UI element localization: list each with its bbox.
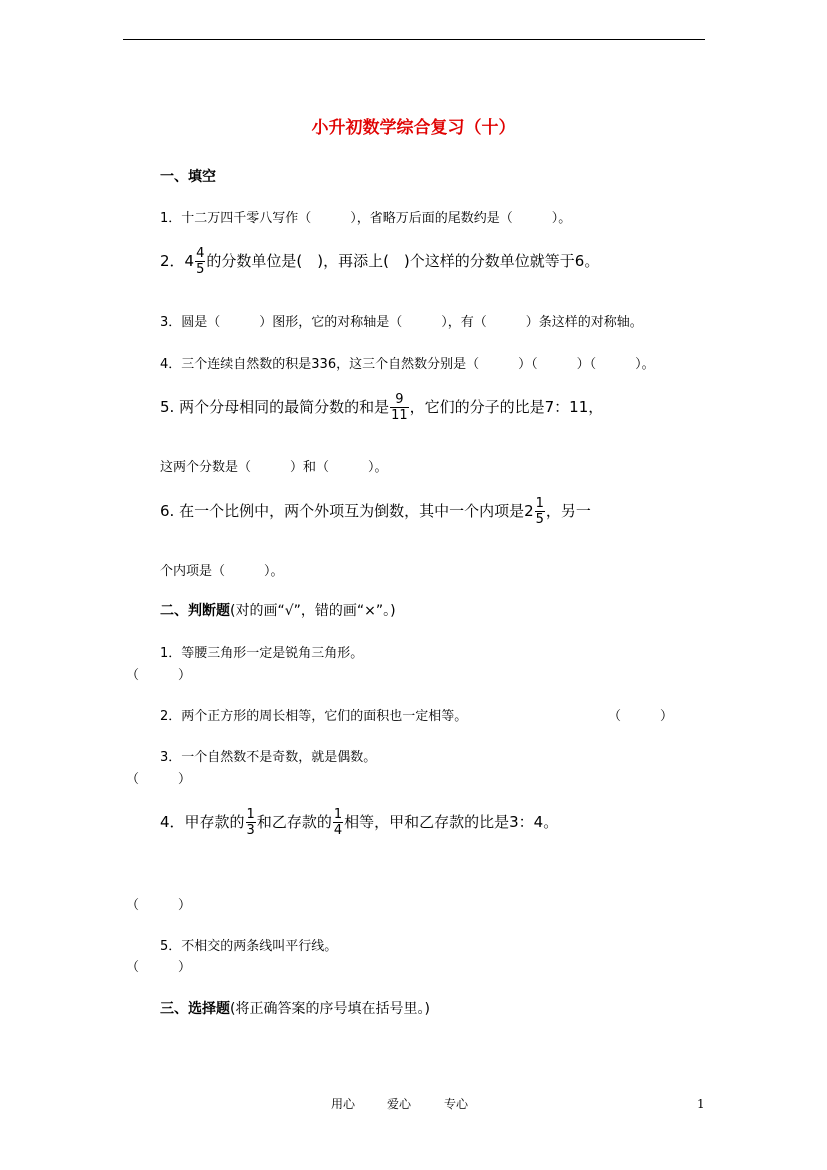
answer-paren[interactable]: （ ）: [126, 960, 192, 975]
question-1-2: [160, 247, 599, 276]
question-1-1: 1．十二万四千零八写作（ ），省略万后面的尾数约是（ ）。: [160, 211, 572, 226]
fraction: [333, 808, 343, 837]
fraction-denominator: 11: [391, 408, 408, 423]
question-2-1: 1．等腰三角形一定是锐角三角形。: [160, 646, 364, 661]
question-2-2: 2．两个正方形的周长相等，它们的面积也一定相等。: [160, 709, 468, 724]
mixed-whole: 2: [524, 502, 534, 520]
fraction: [390, 393, 409, 422]
mixed-whole: 4: [184, 252, 195, 270]
answer-paren[interactable]: （ ）: [608, 709, 674, 724]
page-number: 1: [697, 1097, 705, 1111]
question-text: ，另一: [545, 502, 591, 520]
question-text: 6. 在一个比例中，两个外项互为倒数，其中一个内项是: [160, 502, 525, 520]
section-1-heading: 一、填空: [160, 169, 216, 185]
question-text: ，它们的分子的比是7：11，: [409, 398, 604, 416]
fraction-numerator: 1: [535, 496, 544, 511]
question-1-5-line2: 这两个分数是（ ）和（ ）。: [160, 460, 388, 475]
question-number: 2．: [160, 252, 185, 270]
question-text: 4．甲存款的: [160, 813, 245, 831]
fraction-numerator: 1: [246, 807, 255, 822]
header-rule: [123, 39, 705, 40]
footer-item: 爱心: [387, 1097, 412, 1111]
section-2-note: (对的画“√”，错的画“×”。): [230, 603, 396, 619]
fraction-denominator: 5: [196, 262, 205, 277]
question-2-4: [160, 808, 558, 837]
section-3-note: (将正确答案的序号填在括号里。): [230, 1001, 430, 1017]
fraction-denominator: 3: [246, 823, 255, 838]
fraction: [535, 497, 545, 526]
question-1-6: [160, 497, 591, 526]
footer-item: 专心: [444, 1097, 469, 1111]
section-3-title: 三、选择题: [160, 1001, 230, 1017]
page-title: 小升初数学综合复习（十）: [311, 118, 516, 138]
footer-item: 用心: [331, 1097, 356, 1111]
question-2-5: 5．不相交的两条线叫平行线。: [160, 939, 338, 954]
question-1-4: 4．三个连续自然数的积是336，这三个自然数分别是（ ）（ ）（ ）。: [160, 357, 655, 372]
fraction-denominator: 4: [333, 823, 343, 838]
question-1-5: [160, 393, 603, 422]
answer-paren[interactable]: （ ）: [126, 898, 192, 913]
answer-paren[interactable]: （ ）: [126, 772, 192, 787]
answer-paren[interactable]: （ ）: [126, 668, 192, 683]
section-3-heading: [160, 998, 430, 1018]
question-1-6-line2: 个内项是（ ）。: [160, 564, 284, 579]
fraction-numerator: 1: [333, 807, 343, 822]
section-2-heading: [160, 600, 396, 620]
question-2-3: 3．一个自然数不是奇数，就是偶数。: [160, 750, 377, 765]
fraction-denominator: 5: [535, 512, 544, 527]
question-text: 5. 两个分母相同的最简分数的和是: [160, 398, 390, 416]
question-text: 的分数单位是( )，再添上( )个这样的分数单位就等于6。: [206, 252, 600, 270]
question-text: 相等，甲和乙存款的比是3：4。: [344, 813, 559, 831]
question-text: 和乙存款的: [256, 813, 332, 831]
fraction: [195, 247, 205, 276]
fraction-numerator: 9: [390, 393, 409, 408]
fraction-numerator: 4: [196, 246, 205, 261]
fraction: [246, 808, 256, 837]
section-2-title: 二、判断题: [160, 603, 230, 619]
question-1-3: 3．圆是（ ）图形，它的对称轴是（ ），有（ ）条这样的对称轴。: [160, 315, 643, 330]
